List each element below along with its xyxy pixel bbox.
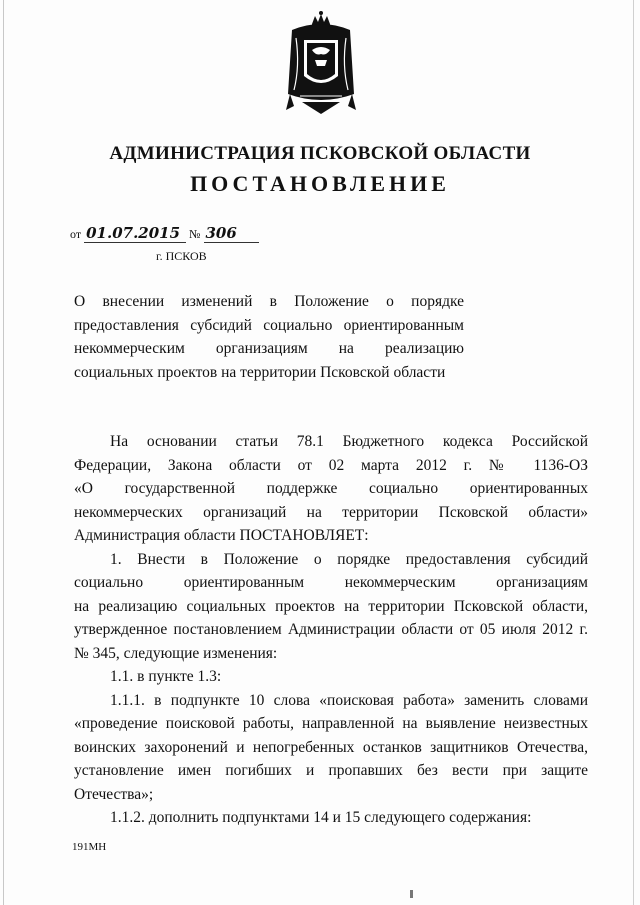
subject-line: социальных проектов на территории Псковской области bbox=[74, 363, 446, 381]
document-type-title: ПОСТАНОВЛЕНИЕ bbox=[190, 171, 450, 196]
place-of-issue: г. ПСКОВ bbox=[156, 249, 207, 263]
body-line: 1.1. в пункте 1.3: bbox=[110, 668, 222, 685]
scan-edge-right bbox=[633, 0, 634, 905]
body-line: На основании статьи 78.1 Бюджетного кодекса Российской bbox=[110, 433, 588, 450]
document-body bbox=[74, 430, 588, 830]
subject-line: некоммерческим организациям на реализацию bbox=[74, 340, 464, 357]
body-line: Администрация области ПОСТАНОВЛЯЕТ: bbox=[74, 527, 369, 544]
document-subject bbox=[74, 290, 464, 384]
subject-line: предоставления субсидий социально ориентированным bbox=[74, 316, 464, 334]
body-line: 1. Внести в Положение о порядке предоставления субсидий bbox=[110, 550, 588, 568]
scan-edge-left bbox=[3, 0, 4, 905]
body-line: некоммерческих организаций на территории Псковской области» bbox=[74, 503, 588, 521]
body-line: социально ориентированным некоммерческим организациям bbox=[74, 574, 588, 591]
date-prefix: от bbox=[70, 227, 82, 241]
body-line: Федерации, Закона области от 02 марта 2012 г. № 1136-ОЗ bbox=[74, 456, 588, 474]
subject-line: О внесении изменений в Положение о порядке bbox=[74, 293, 464, 310]
body-line: 1.1.1. в подпункте 10 слова «поисковая работа» заменить словами bbox=[110, 691, 588, 709]
body-line: 1.1.2. дополнить подпунктами 14 и 15 следующего содержания: bbox=[110, 809, 532, 826]
body-line: «О государственной поддержке социально ориентированных bbox=[74, 480, 588, 497]
body-line: № 345, следующие изменения: bbox=[74, 644, 278, 662]
body-line: «проведение поисковой работы, направленной на выявление неизвестных bbox=[74, 715, 588, 732]
document-number: 306 bbox=[205, 224, 237, 242]
body-line: на реализацию социальных проектов на территории Псковской области, bbox=[74, 597, 588, 615]
number-prefix: № bbox=[189, 227, 201, 241]
document-date: 01.07.2015 bbox=[86, 224, 181, 242]
registration-line bbox=[70, 224, 259, 243]
body-line: воинских захоронений и непогребенных останков защитников Отечества, bbox=[74, 738, 588, 756]
body-line: установление имен погибших и пропавших без вести при защите bbox=[74, 762, 588, 779]
coat-of-arms-emblem bbox=[282, 10, 360, 120]
scan-mark bbox=[410, 890, 413, 898]
document-code: 191МН bbox=[72, 841, 107, 853]
body-line: утвержденное постановлением Администрации области от 05 июля 2012 г. bbox=[74, 621, 588, 638]
body-line: Отечества»; bbox=[74, 785, 154, 803]
organization-title: АДМИНИСТРАЦИЯ ПСКОВСКОЙ ОБЛАСТИ bbox=[109, 143, 531, 164]
